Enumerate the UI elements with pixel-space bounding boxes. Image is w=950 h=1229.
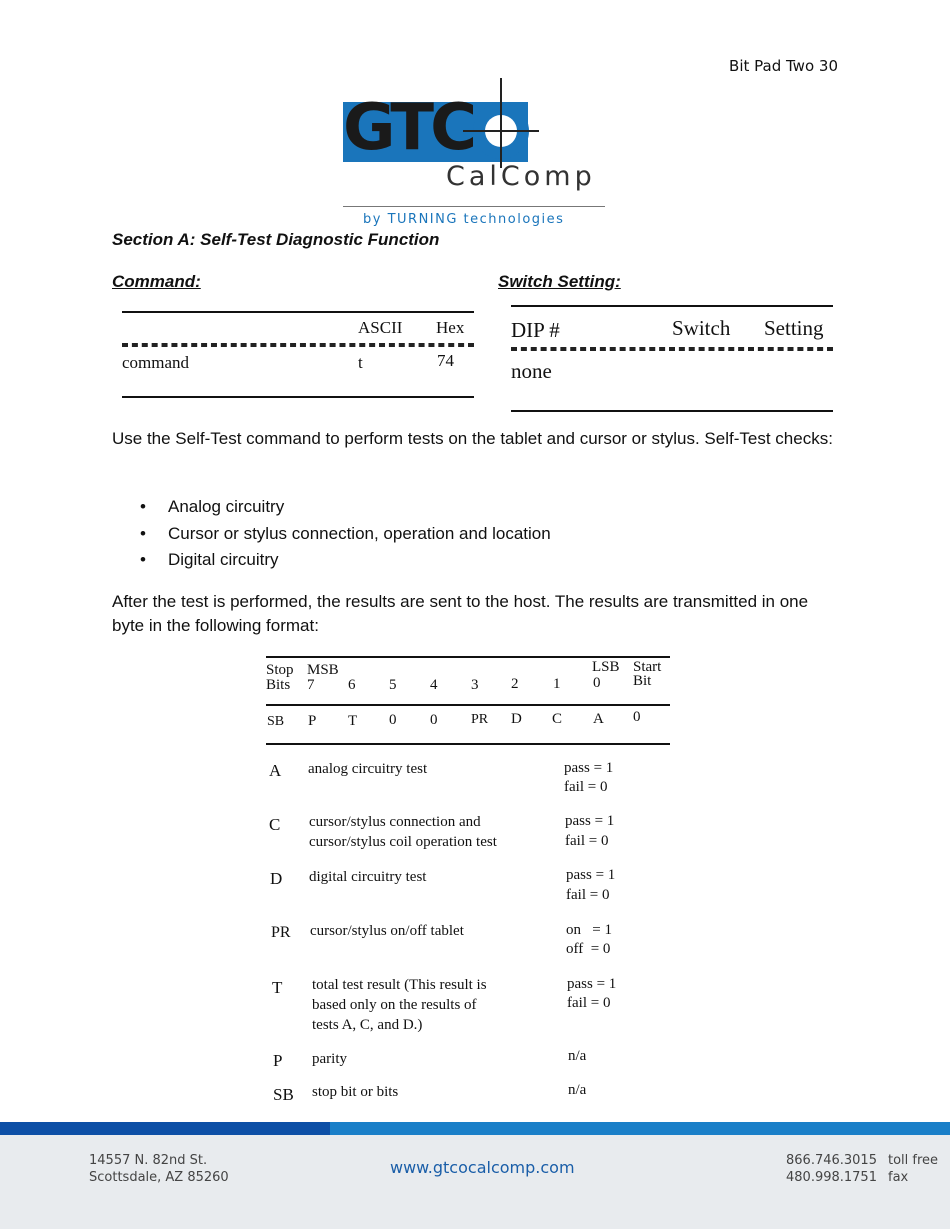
intro-paragraph: Use the Self-Test command to perform tests on the tablet and cursor or stylus. Self-Test checks: <box>112 429 833 448</box>
after-paragraph: After the test is performed, the results are sent to the host. The results are transmitted in one byte in the following format: <box>112 592 809 635</box>
company-logo <box>343 78 607 230</box>
command-row-label: command <box>122 353 190 372</box>
logo-brand: GTC <box>343 91 474 165</box>
check-list <box>140 494 551 574</box>
page-label: Bit Pad Two 30 <box>729 57 838 75</box>
footer-phone-labels: toll free fax <box>888 1153 939 1185</box>
footer-address: 14557 N. 82nd St. Scottsdale, AZ 85260 <box>89 1153 229 1185</box>
list-item: • Cursor or stylus connection, operation and location <box>140 521 551 548</box>
section-heading: Section A: Self-Test Diagnostic Function <box>112 230 440 249</box>
footer-band <box>0 1122 330 1135</box>
footer-band <box>330 1122 950 1135</box>
command-heading: Command: <box>112 272 201 291</box>
crosshair-icon <box>463 78 543 168</box>
footer-website-link[interactable]: www.gtcocalcomp.com <box>390 1158 575 1177</box>
switch-row-value: none <box>511 359 552 383</box>
list-item: • Digital circuitry <box>140 547 551 574</box>
footer-phones: 866.746.3015 480.998.1751 <box>786 1153 877 1185</box>
logo-sub: CalComp <box>446 161 596 192</box>
switch-heading: Switch Setting: <box>498 272 621 291</box>
logo-tagline: by TURNING technologies <box>363 212 565 227</box>
list-item: • Analog circuitry <box>140 494 551 521</box>
